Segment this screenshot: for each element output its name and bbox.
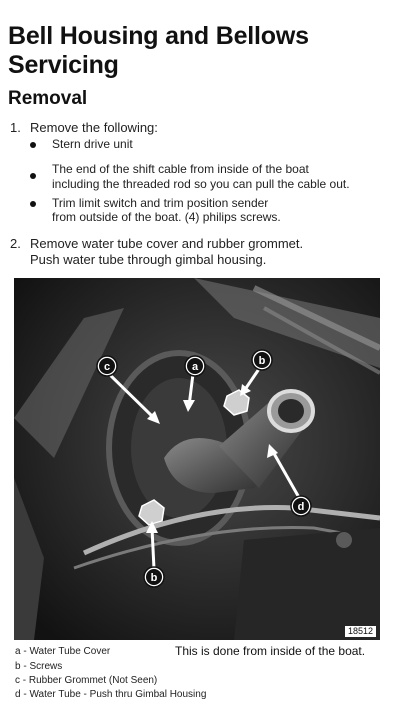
step-text: Remove the following:	[30, 120, 158, 135]
callout-letter: d	[297, 501, 305, 513]
legend-item: a - Water Tube Cover	[15, 646, 111, 657]
bullet-text: Stern drive unit	[52, 137, 133, 151]
step-2	[10, 236, 303, 268]
callout-letter: b	[150, 572, 158, 584]
step-number: 2.	[10, 236, 21, 251]
figure-illustration	[14, 278, 380, 640]
callout-letter: b	[258, 355, 266, 367]
bullet-text-line: Trim limit switch and trim position sender	[52, 196, 269, 210]
legend-item: b - Screws	[15, 661, 63, 672]
step-number: 1.	[10, 120, 21, 135]
page-title: Bell Housing and Bellows Servicing	[8, 22, 309, 79]
bullet-dot	[30, 142, 36, 148]
step-text-line: Remove water tube cover and rubber grommet.	[30, 236, 304, 251]
legend-item: d - Water Tube - Push thru Gimbal Housing	[15, 689, 207, 700]
callout-a	[185, 356, 205, 376]
bullet-text-line: including the threaded rod so you can pull the cable out.	[52, 177, 350, 191]
bullet-text-line: The end of the shift cable from inside of the boat	[52, 162, 309, 176]
step-1	[10, 120, 158, 136]
callout-letter: c	[103, 361, 111, 373]
callout-c	[97, 356, 117, 376]
callout-b	[252, 350, 272, 370]
inside-boat-note: This is done from inside of the boat.	[175, 644, 366, 658]
section-subtitle: Removal	[8, 88, 88, 109]
bullet-text-line: from outside of the boat. (4) philips screws.	[52, 210, 281, 224]
bullet-dot	[30, 201, 36, 207]
figure-id: 18512	[345, 626, 376, 637]
callout-b-lower	[144, 567, 164, 587]
bullet-dot	[30, 173, 36, 179]
callout-d	[291, 496, 311, 516]
callout-letter: a	[191, 361, 199, 373]
figure-photo	[14, 278, 380, 640]
step-text-line: Push water tube through gimbal housing.	[30, 252, 267, 267]
legend-item: c - Rubber Grommet (Not Seen)	[15, 675, 158, 686]
